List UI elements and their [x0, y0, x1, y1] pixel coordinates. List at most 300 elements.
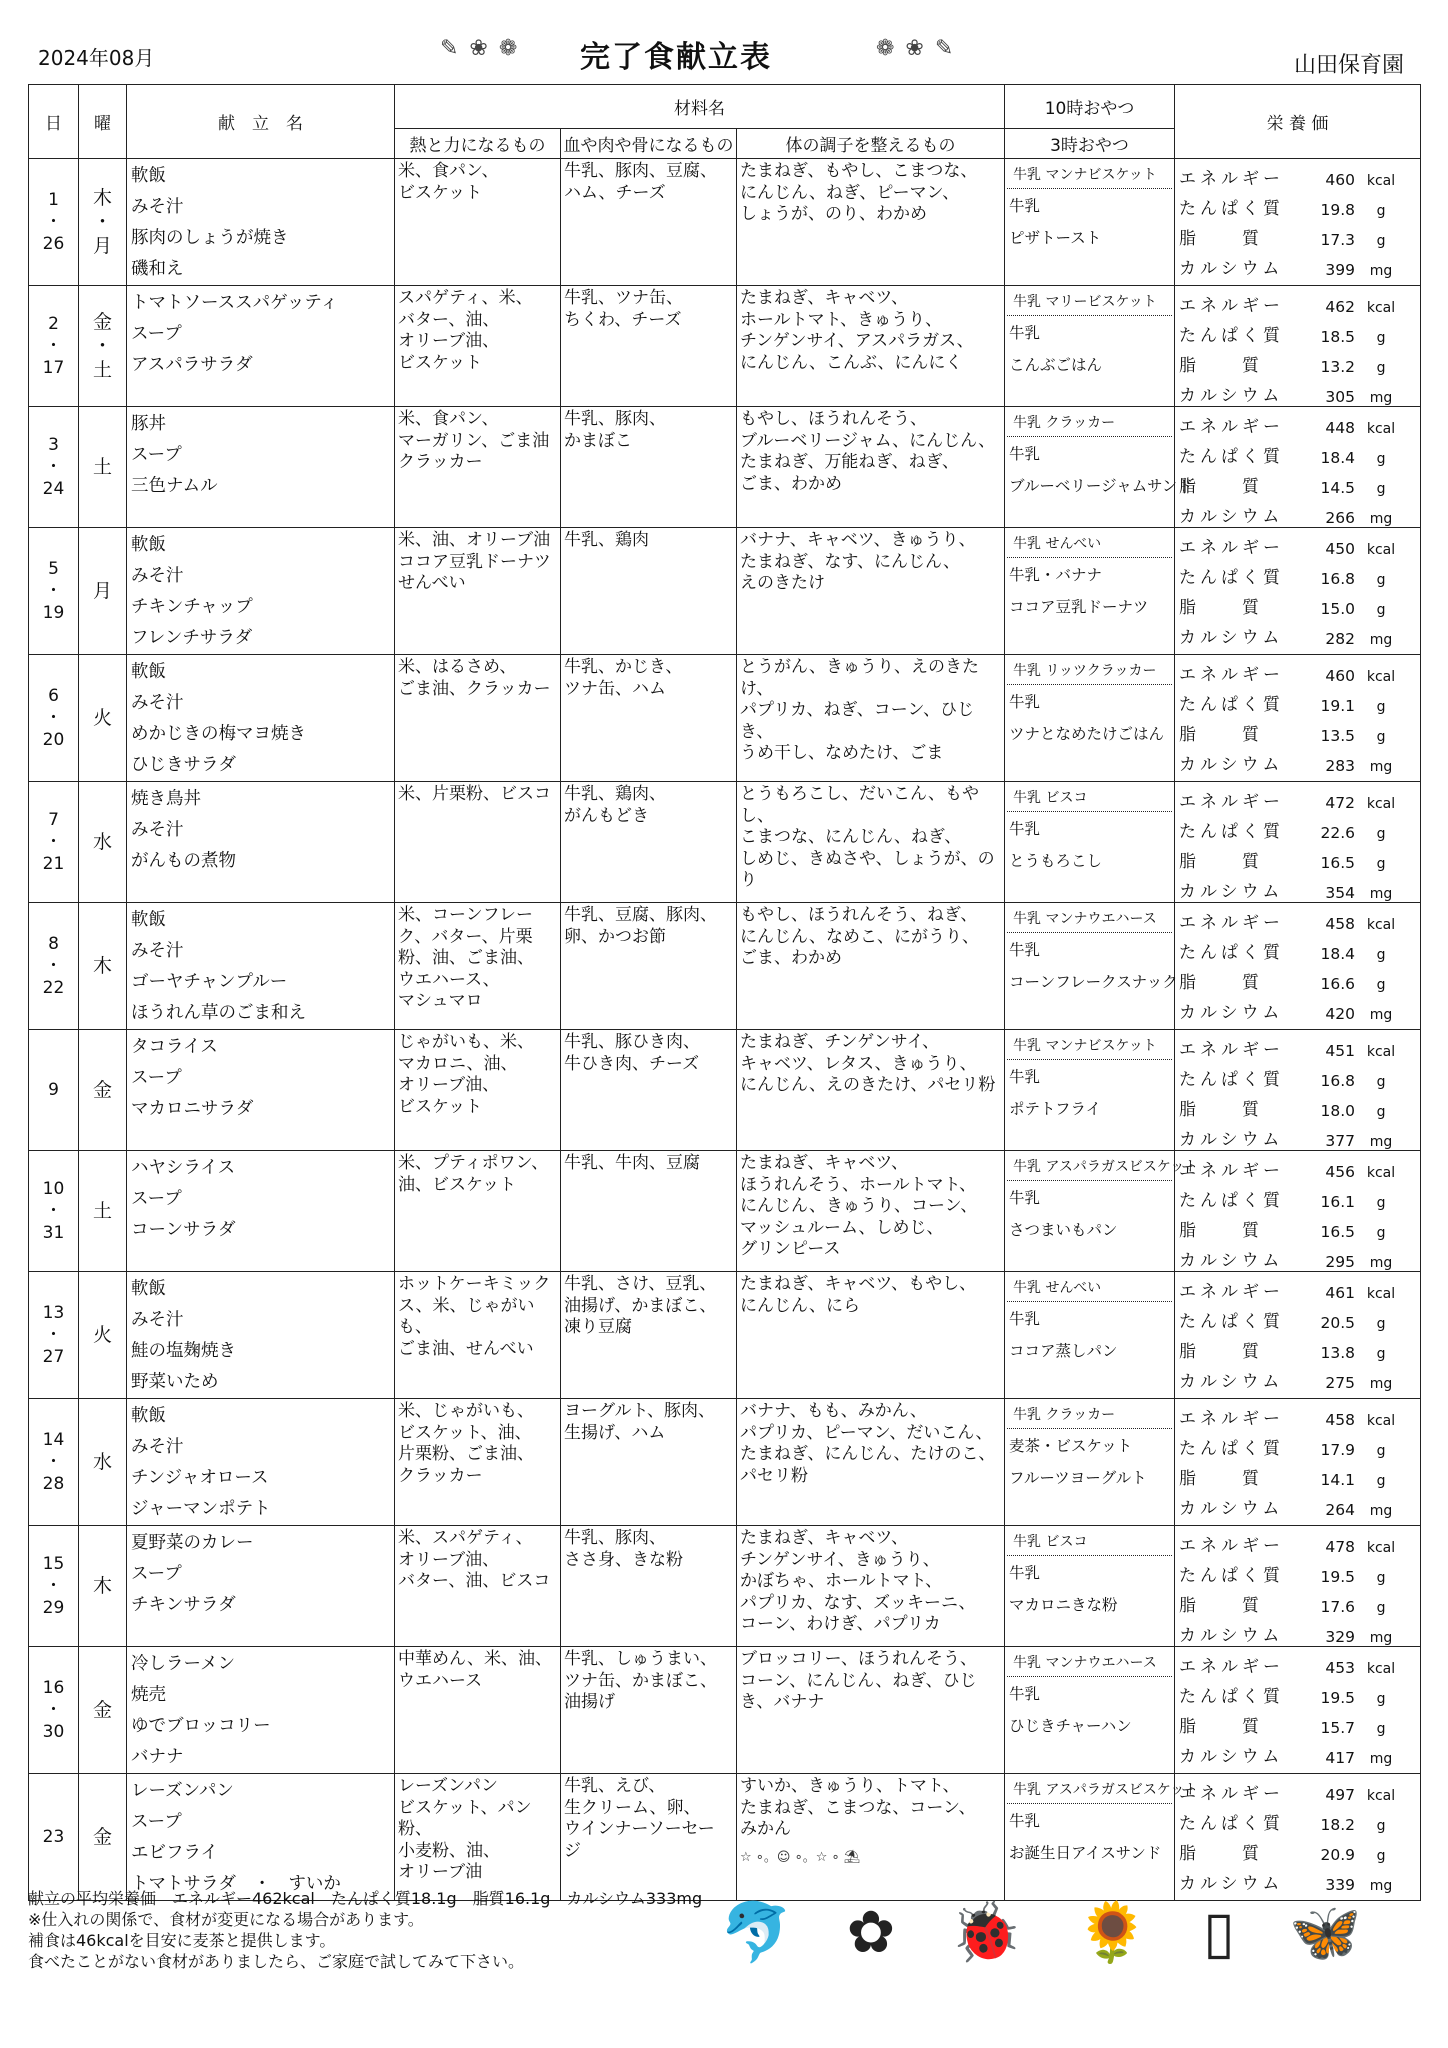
day-cell	[29, 1151, 79, 1272]
day-number: 14	[42, 1430, 65, 1450]
menu-row	[29, 903, 1421, 1030]
nutrient-unit: mg	[1369, 390, 1393, 406]
dish-name: ゴーヤチャンプルー	[131, 972, 288, 992]
dish-name: スープ	[131, 1189, 182, 1209]
nutrient-row-energy	[1179, 1151, 1418, 1181]
weekday-cell	[79, 1647, 127, 1774]
nutrient-row-energy	[1179, 655, 1418, 685]
nutrient-value: 305	[1325, 388, 1356, 406]
day-cell	[29, 407, 79, 528]
day-number: ・	[45, 1325, 62, 1345]
nutrient-unit: kcal	[1366, 1165, 1396, 1181]
nutrient-row-calcium	[1179, 497, 1418, 527]
nutrient-unit: g	[1376, 1570, 1386, 1586]
nutrient-row-fat	[1179, 1211, 1418, 1241]
nutrient-value: 264	[1325, 1501, 1356, 1519]
weekday-label: 火	[92, 707, 112, 729]
nutrient-value: 14.5	[1320, 479, 1356, 497]
body-food-ingredients: 牛乳、牛肉、豆腐	[561, 1151, 737, 1272]
day-cell	[29, 286, 79, 407]
nutrient-unit: kcal	[1366, 1044, 1396, 1060]
dish-list	[127, 528, 395, 655]
nutrient-unit: g	[1376, 699, 1386, 715]
menu-table	[28, 84, 1421, 1901]
weekday-cell	[79, 1272, 127, 1399]
afternoon-snack: フルーツヨーグルト	[1009, 1469, 1147, 1487]
morning-snack: 牛乳 リッツクラッカー	[1007, 655, 1172, 685]
nutrient-row-fat	[1179, 346, 1418, 376]
afternoon-snack: 牛乳	[1009, 1685, 1041, 1703]
dish-name: みそ汁	[131, 1437, 184, 1457]
weekday-cell	[79, 528, 127, 655]
star-decoration-icon: ☆ ∘。☺ ∘。☆ ∘ ⛱	[740, 1849, 861, 1865]
nutrient-row-fat	[1179, 1834, 1418, 1864]
nutrient-value: 15.7	[1320, 1719, 1356, 1737]
school-name: 山田保育園	[1293, 53, 1404, 78]
afternoon-snack: 麦茶・ビスケット	[1009, 1437, 1133, 1455]
col-nutrition: 栄 養 価	[1175, 85, 1421, 159]
nutrient-value: 18.4	[1320, 449, 1356, 467]
dish-name: 軟飯	[131, 662, 166, 682]
body-food-ingredients: 牛乳、鶏肉	[561, 528, 737, 655]
nutrient-value: 19.5	[1320, 1568, 1356, 1586]
day-number: ・	[45, 832, 62, 852]
nutrient-row-fat	[1179, 1459, 1418, 1489]
day-number: ・	[45, 708, 62, 728]
dish-name: トマトサラダ ・ すいか	[131, 1874, 341, 1894]
afternoon-snack: 牛乳	[1009, 197, 1041, 215]
dish-name: 三色ナムル	[131, 476, 218, 496]
nutrient-row-energy	[1179, 1030, 1418, 1060]
nutrient-value: 450	[1325, 540, 1356, 558]
nutrient-value: 339	[1325, 1876, 1356, 1894]
weekday-cell	[79, 655, 127, 782]
energy-food-ingredients: 米、食パン、 マーガリン、ごま油 クラッカー	[395, 407, 561, 528]
weekday-cell	[79, 1399, 127, 1526]
afternoon-snack: さつまいもパン	[1009, 1221, 1118, 1239]
snack-cell	[1005, 903, 1178, 1030]
snack-cell	[1005, 1399, 1175, 1526]
col-condition-food: 体の調子を整えるもの	[737, 129, 1005, 159]
snack-cell	[1005, 655, 1175, 782]
day-number: ・	[45, 956, 62, 976]
day-cell	[29, 1526, 79, 1647]
afternoon-snack: 牛乳	[1009, 324, 1041, 342]
day-number: 30	[42, 1722, 65, 1742]
nutrient-row-fat	[1179, 715, 1418, 745]
dish-list	[127, 159, 395, 286]
nutrient-value: 19.1	[1320, 697, 1356, 715]
morning-snack: 牛乳 せんべい	[1007, 1272, 1172, 1302]
nutrient-value: 20.5	[1320, 1314, 1356, 1332]
day-number: ・	[45, 212, 62, 232]
menu-month: 2024年08月	[38, 46, 155, 70]
snack-cell	[1005, 1272, 1175, 1399]
weekday-label: 月	[92, 580, 112, 602]
menu-row	[29, 159, 1421, 286]
nutrient-value: 18.4	[1320, 945, 1356, 963]
nutrient-unit: g	[1376, 1443, 1386, 1459]
dish-name: 磯和え	[131, 259, 184, 279]
menu-row	[29, 655, 1421, 782]
note-supplement: 補食は46kcalを目安に麦茶と提供します。	[28, 1931, 336, 1950]
dish-name: ゆでブロッコリー	[131, 1716, 271, 1736]
morning-snack: 牛乳 ビスコ	[1007, 782, 1172, 812]
nutrient-row-calcium	[1179, 376, 1418, 406]
morning-snack: 牛乳 アスパラガスビスケット	[1007, 1774, 1172, 1804]
snack-cell	[1005, 528, 1175, 655]
nutrient-row-protein	[1179, 189, 1418, 219]
nutrition-cell	[1175, 159, 1421, 286]
nutrient-row-energy	[1179, 1647, 1418, 1677]
nutrient-value: 283	[1325, 757, 1356, 775]
condition-food-ingredients: たまねぎ、キャベツ、 チンゲンサイ、きゅうり、 かぼちゃ、ホールトマト、 パプリカ、なす、ズッキーニ、 コーン、わけぎ、パプリカ	[737, 1526, 1005, 1647]
afternoon-snack: こんぶごはん	[1009, 356, 1103, 374]
nutrient-label: 脂 質	[1179, 1221, 1264, 1241]
nutrient-row-fat	[1179, 588, 1418, 618]
nutrition-cell	[1175, 655, 1421, 782]
day-number: 27	[42, 1347, 65, 1367]
nutrient-unit: kcal	[1366, 1540, 1396, 1556]
weekday-cell	[79, 903, 127, 1030]
weekday-label: 土	[92, 1200, 112, 1222]
nutrient-unit: kcal	[1366, 542, 1396, 558]
dish-name: 軟飯	[131, 1279, 166, 1299]
nutrient-unit: g	[1376, 203, 1386, 219]
nutrient-value: 329	[1325, 1628, 1356, 1646]
body-food-ingredients: 牛乳、鶏肉、 がんもどき	[561, 782, 737, 903]
day-number: 6	[48, 686, 59, 706]
snack-cell	[1005, 286, 1175, 407]
afternoon-snack: ひじきチャーハン	[1009, 1717, 1132, 1735]
nutrient-row-energy	[1179, 1272, 1418, 1302]
snack-cell	[1005, 1647, 1175, 1774]
nutrient-unit: g	[1376, 360, 1386, 376]
nutrient-label: 脂 質	[1179, 1100, 1264, 1120]
weekday-label: 水	[92, 1451, 112, 1473]
nutrition-cell	[1175, 903, 1421, 1030]
afternoon-snack: ツナとなめたけごはん	[1009, 725, 1165, 743]
weekday-label: 水	[92, 831, 112, 853]
nutrition-cell	[1175, 782, 1421, 903]
day-number: ・	[45, 336, 62, 356]
body-food-ingredients: 牛乳、さけ、豆乳、 油揚げ、かまぼこ、 凍り豆腐	[561, 1272, 737, 1399]
nutrient-unit: mg	[1369, 263, 1393, 279]
condition-food-ingredients: たまねぎ、チンゲンサイ、 キャベツ、レタス、きゅうり、 にんじん、えのきたけ、パセリ粉	[737, 1030, 1005, 1151]
nutrition-cell	[1175, 1526, 1421, 1647]
weekday-label: 土	[92, 456, 112, 478]
nutrient-label: カルシウム	[1179, 1874, 1284, 1894]
nutrient-unit: g	[1376, 1818, 1386, 1834]
nutrient-label: カルシウム	[1179, 755, 1284, 775]
dish-name: みそ汁	[131, 820, 184, 840]
nutrient-value: 16.1	[1320, 1193, 1356, 1211]
dish-list	[127, 1526, 395, 1647]
afternoon-snack: コーンフレークスナック	[1009, 973, 1178, 991]
nutrient-row-fat	[1179, 1090, 1418, 1120]
dish-name: エビフライ	[131, 1843, 218, 1863]
nutrient-row-fat	[1179, 842, 1418, 872]
nutrient-row-calcium	[1179, 249, 1418, 279]
nutrient-unit: kcal	[1366, 1286, 1396, 1302]
condition-food-ingredients: もやし、ほうれんそう、 ブルーベリージャム、にんじん、 たまねぎ、万能ねぎ、ねぎ、 ごま、わかめ	[737, 407, 1005, 528]
nutrient-value: 456	[1325, 1163, 1356, 1181]
nutrient-unit: mg	[1369, 1630, 1393, 1646]
dish-name: めかじきの梅マヨ焼き	[131, 724, 306, 744]
nutrient-value: 462	[1325, 298, 1356, 316]
nutrient-value: 17.3	[1320, 231, 1356, 249]
nutrient-label: 脂 質	[1179, 1844, 1264, 1864]
day-number: 19	[42, 603, 65, 623]
dish-name: 豚丼	[131, 414, 166, 434]
day-number: 13	[42, 1303, 65, 1323]
nutrient-row-protein	[1179, 1181, 1418, 1211]
col-weekday: 曜	[79, 85, 127, 159]
condition-food-ingredients: たまねぎ、キャベツ、もやし、 にんじん、にら	[737, 1272, 1005, 1399]
day-number: 26	[42, 234, 65, 254]
nutrient-unit: g	[1376, 1316, 1386, 1332]
snack-cell	[1005, 1526, 1175, 1647]
dish-list	[127, 782, 395, 903]
dish-name: 軟飯	[131, 166, 166, 186]
nutrient-unit: g	[1376, 451, 1386, 467]
menu-row	[29, 1774, 1421, 1901]
body-food-ingredients: 牛乳、豆腐、豚肉、 卵、かつお節	[561, 903, 737, 1030]
nutrient-label: エネルギー	[1179, 1409, 1285, 1429]
dish-name: マカロニサラダ	[131, 1099, 254, 1119]
afternoon-snack: ココア豆乳ドーナツ	[1009, 598, 1149, 616]
nutrient-value: 22.6	[1320, 824, 1356, 842]
day-number: 21	[42, 854, 65, 874]
day-number: ・	[45, 1576, 62, 1596]
weekday-label: 火	[92, 1324, 112, 1346]
body-food-ingredients: 牛乳、しゅうまい、 ツナ缶、かまぼこ、 油揚げ	[561, 1647, 737, 1774]
nutrient-unit: g	[1376, 330, 1386, 346]
nutrient-label: 脂 質	[1179, 852, 1264, 872]
weekday-label: 月	[92, 235, 112, 257]
nutrient-value: 14.1	[1320, 1471, 1356, 1489]
afternoon-snack: お誕生日アイスサンド	[1009, 1844, 1162, 1862]
nutrient-value: 16.6	[1320, 975, 1356, 993]
nutrient-label: カルシウム	[1179, 507, 1284, 527]
nutrient-label: たんぱく質	[1179, 695, 1285, 715]
nutrient-label: カルシウム	[1179, 386, 1284, 406]
nutrient-value: 275	[1325, 1374, 1356, 1392]
nutrient-value: 266	[1325, 509, 1356, 527]
nutrient-label: エネルギー	[1179, 1536, 1285, 1556]
dish-list	[127, 286, 395, 407]
weekday-label: 木	[92, 1575, 112, 1597]
nutrient-row-protein	[1179, 812, 1418, 842]
dish-name: チキンチャップ	[131, 597, 253, 617]
nutrient-label: 脂 質	[1179, 725, 1264, 745]
nutrient-row-calcium	[1179, 618, 1418, 648]
nutrient-unit: mg	[1369, 886, 1393, 902]
nutrient-row-energy	[1179, 903, 1418, 933]
condition-food-ingredients: とうもろこし、だいこん、もやし、 こまつな、にんじん、ねぎ、 しめじ、きぬさや、しょうが、のり	[737, 782, 1005, 903]
nutrient-unit: g	[1376, 1848, 1386, 1864]
col-snack-am: 10時おやつ	[1005, 85, 1175, 129]
weekday-cell	[79, 782, 127, 903]
nutrient-unit: g	[1376, 602, 1386, 618]
nutrient-value: 460	[1325, 667, 1356, 685]
dish-name: 焼売	[131, 1685, 166, 1705]
dish-name: 夏野菜のカレー	[131, 1533, 254, 1553]
day-number: 5	[48, 559, 59, 579]
dish-list	[127, 1399, 395, 1526]
day-cell	[29, 903, 79, 1030]
energy-food-ingredients: 米、プティポワン、 油、ビスケット	[395, 1151, 561, 1272]
nutrient-label: たんぱく質	[1179, 1814, 1285, 1834]
day-number: 20	[42, 730, 65, 750]
nutrition-cell	[1175, 1774, 1421, 1901]
weekday-label: 木	[92, 187, 112, 209]
nutrient-unit: kcal	[1366, 669, 1396, 685]
menu-row	[29, 782, 1421, 903]
day-number: 2	[48, 314, 59, 334]
nutrition-cell	[1175, 286, 1421, 407]
dish-list	[127, 1272, 395, 1399]
nutrient-label: 脂 質	[1179, 477, 1264, 497]
nutrient-row-protein	[1179, 437, 1418, 467]
dish-list	[127, 407, 395, 528]
morning-snack: 牛乳 クラッカー	[1007, 1399, 1172, 1429]
menu-row	[29, 1030, 1421, 1151]
weekday-label: 金	[92, 1699, 112, 1721]
nutrient-value: 377	[1325, 1132, 1356, 1150]
weekday-label: ・	[92, 335, 112, 357]
nutrient-label: カルシウム	[1179, 1372, 1284, 1392]
col-body-food: 血や肉や骨になるもの	[561, 129, 737, 159]
nutrient-value: 461	[1325, 1284, 1356, 1302]
dish-name: みそ汁	[131, 693, 184, 713]
nutrient-label: カルシウム	[1179, 1747, 1284, 1767]
nutrient-value: 453	[1325, 1659, 1356, 1677]
dish-name: スープ	[131, 445, 182, 465]
condition-food-ingredients: たまねぎ、もやし、こまつな、 にんじん、ねぎ、ピーマン、 しょうが、のり、わかめ	[737, 159, 1005, 286]
body-food-ingredients: 牛乳、えび、 生クリーム、卵、 ウインナーソーセー ジ	[561, 1774, 737, 1901]
flower-icon-left: ✎ ❀ ❁	[440, 36, 520, 61]
nutrient-label: 脂 質	[1179, 356, 1264, 376]
dish-name: 冷しラーメン	[131, 1654, 236, 1674]
nutrient-label: エネルギー	[1179, 1161, 1285, 1181]
condition-food-ingredients: バナナ、キャベツ、きゅうり、 たまねぎ、なす、にんじん、 えのきたけ	[737, 528, 1005, 655]
flower-icon-right: ❁ ❀ ✎	[876, 36, 956, 61]
weekday-label: 金	[92, 311, 112, 333]
nutrient-row-protein	[1179, 933, 1418, 963]
note-try-at-home: 食べたことがない食材がありましたら、ご家庭で試してみて下さい。	[28, 1952, 525, 1971]
nutrient-row-fat	[1179, 467, 1418, 497]
nutrient-unit: kcal	[1366, 917, 1396, 933]
energy-food-ingredients: 米、スパゲティ、 オリーブ油、 バター、油、ビスコ	[395, 1526, 561, 1647]
morning-snack: 牛乳 マンナウエハース	[1007, 903, 1172, 933]
nutrient-label: カルシウム	[1179, 1626, 1284, 1646]
weekday-label: ・	[92, 211, 112, 233]
nutrient-row-calcium	[1179, 993, 1418, 1023]
nutrition-cell	[1175, 1399, 1421, 1526]
nutrient-value: 13.2	[1320, 358, 1356, 376]
nutrient-value: 16.8	[1320, 570, 1356, 588]
nutrient-label: エネルギー	[1179, 1784, 1285, 1804]
dish-name: ほうれん草のごま和え	[131, 1003, 306, 1023]
nutrient-value: 282	[1325, 630, 1356, 648]
nutrient-label: たんぱく質	[1179, 822, 1285, 842]
nutrient-row-calcium	[1179, 1864, 1418, 1894]
nutrient-label: エネルギー	[1179, 417, 1285, 437]
nutrient-unit: g	[1376, 481, 1386, 497]
energy-food-ingredients: 米、食パン、 ビスケット	[395, 159, 561, 286]
nutrient-value: 417	[1325, 1749, 1356, 1767]
dish-name: コーンサラダ	[131, 1220, 236, 1240]
dish-list	[127, 655, 395, 782]
dish-name: みそ汁	[131, 1310, 184, 1330]
dish-name: チンジャオロース	[131, 1468, 269, 1488]
nutrient-unit: kcal	[1366, 796, 1396, 812]
nutrient-unit: g	[1376, 1473, 1386, 1489]
day-number: 1	[48, 190, 59, 210]
menu-row	[29, 286, 1421, 407]
nutrient-label: たんぱく質	[1179, 1687, 1285, 1707]
day-number: 24	[42, 479, 65, 499]
nutrient-unit: mg	[1369, 1878, 1393, 1894]
nutrient-label: エネルギー	[1179, 792, 1285, 812]
snack-cell	[1005, 407, 1193, 528]
nutrient-row-energy	[1179, 1399, 1418, 1429]
dish-list	[127, 1030, 395, 1151]
nutrient-unit: mg	[1369, 511, 1393, 527]
nutrient-value: 478	[1325, 1538, 1356, 1556]
nutrient-unit: mg	[1369, 1376, 1393, 1392]
nutrient-row-protein	[1179, 1556, 1418, 1586]
dish-name: ひじきサラダ	[131, 755, 236, 775]
weekday-label: 木	[92, 955, 112, 977]
dish-name: アスパラサラダ	[131, 355, 253, 375]
dish-name: 軟飯	[131, 910, 166, 930]
condition-food-ingredients: バナナ、もも、みかん、 パプリカ、ピーマン、だいこん、 たまねぎ、にんじん、たけのこ、 パセリ粉	[737, 1399, 1005, 1526]
nutrient-row-energy	[1179, 528, 1418, 558]
nutrient-unit: mg	[1369, 1751, 1393, 1767]
nutrient-unit: kcal	[1366, 300, 1396, 316]
nutrient-label: カルシウム	[1179, 1130, 1284, 1150]
morning-snack: 牛乳 せんべい	[1007, 528, 1172, 558]
nutrition-cell	[1175, 1151, 1421, 1272]
energy-food-ingredients: 米、はるさめ、 ごま油、クラッカー	[395, 655, 561, 782]
weekday-cell	[79, 286, 127, 407]
footer-notes	[28, 1888, 702, 1972]
morning-snack: 牛乳 マリービスケット	[1007, 286, 1172, 316]
dish-name: トマトソーススパゲッティ	[131, 293, 339, 313]
afternoon-snack: マカロニきな粉	[1009, 1596, 1118, 1614]
afternoon-snack: 牛乳	[1009, 1564, 1041, 1582]
energy-food-ingredients: 中華めん、米、油、 ウエハース	[395, 1647, 561, 1774]
col-menu-name: 献 立 名	[127, 85, 395, 159]
dish-name: タコライス	[131, 1037, 218, 1057]
day-number: ・	[45, 457, 62, 477]
nutrient-label: エネルギー	[1179, 1282, 1285, 1302]
nutrient-unit: kcal	[1366, 1661, 1396, 1677]
nutrition-cell	[1175, 1030, 1421, 1151]
nutrient-label: エネルギー	[1179, 538, 1285, 558]
nutrient-value: 399	[1325, 261, 1356, 279]
energy-food-ingredients: 米、コーンフレー ク、バター、片栗 粉、油、ごま油、 ウエハース、 マシュマロ	[395, 903, 561, 1030]
nutrient-unit: g	[1376, 856, 1386, 872]
nutrient-row-energy	[1179, 407, 1418, 437]
nutrient-label: カルシウム	[1179, 882, 1284, 902]
snack-cell	[1005, 1774, 1199, 1901]
dish-name: がんもの煮物	[131, 851, 236, 871]
day-cell	[29, 1030, 79, 1151]
afternoon-snack: 牛乳・バナナ	[1009, 566, 1103, 584]
